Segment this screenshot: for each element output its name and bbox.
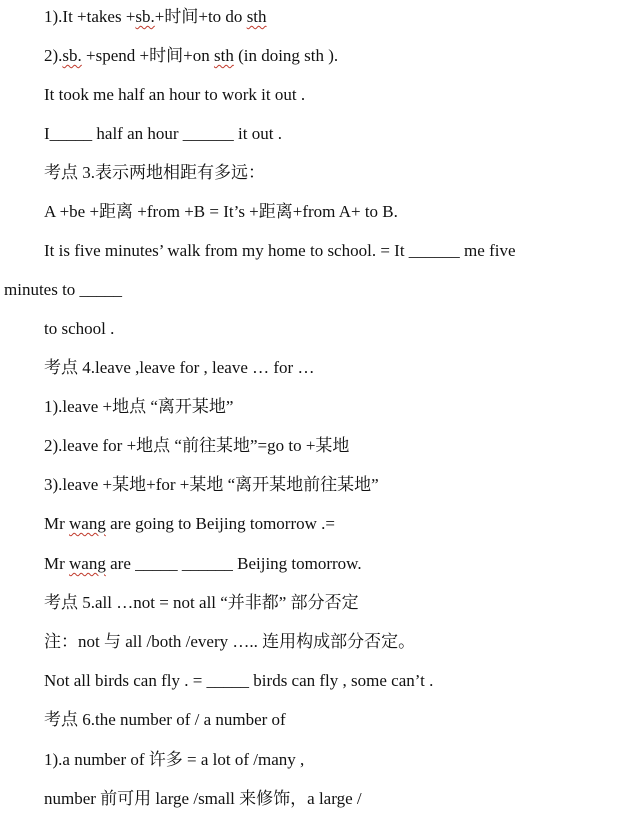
line-2-sth: sth [213, 46, 234, 65]
line-1-part-a: 1).It +takes + [44, 7, 136, 26]
line-14 [44, 513, 335, 535]
line-15-part-b: are _____ ______ Beijing tomorrow. [105, 554, 362, 573]
line-11: 1).leave +地点 “离开某地” [44, 397, 234, 416]
line-9: to school . [44, 319, 115, 338]
line-2-part-c: (in doing sth ). [233, 46, 339, 65]
line-2 [44, 45, 338, 67]
line-1-sth: sth [246, 7, 267, 26]
line-4: I_____ half an hour ______ it out . [44, 124, 282, 143]
line-16-heading: 考点 5.all …not = not all “并非都” 部分否定 [44, 593, 359, 612]
line-1 [44, 6, 267, 28]
line-15-part-a: Mr [44, 554, 70, 573]
line-17: 注：not 与 all /both /every ….. 连用构成部分否定。 [44, 632, 416, 651]
line-1-sb: sb. [135, 7, 155, 26]
line-3: It took me half an hour to work it out . [44, 85, 306, 104]
line-15-wang: wang [69, 554, 106, 573]
line-18: Not all birds can fly . = _____ birds can fly , some can’t . [44, 671, 434, 690]
line-2-part-b: +spend +时间+on [81, 46, 214, 65]
line-8: minutes to _____ [4, 280, 123, 299]
line-20: 1).a number of 许多 = a lot of /many , [44, 750, 305, 769]
line-13: 3).leave +某地+for +某地 “离开某地前往某地” [44, 475, 379, 494]
line-5-heading: 考点 3.表示两地相距有多远： [44, 163, 265, 182]
line-10-heading: 考点 4.leave ,leave for , leave … for … [44, 358, 315, 377]
line-2-sb: sb. [62, 46, 82, 65]
line-1-part-b: +时间+to do [154, 7, 247, 26]
line-14-part-b: are going to Beijing tomorrow .= [105, 514, 335, 533]
line-14-wang: wang [69, 514, 106, 533]
line-15 [44, 553, 362, 575]
line-6: A +be +距离 +from +B = It’s +距离+from A+ to B. [44, 202, 398, 221]
line-7: It is five minutes’ walk from my home to school. = It ______ me five [44, 241, 516, 260]
line-2-part-a: 2). [44, 46, 63, 65]
line-19-heading: 考点 6.the number of / a number of [44, 710, 286, 729]
line-12: 2).leave for +地点 “前往某地”=go to +某地 [44, 436, 350, 455]
line-21: number 前可用 large /small 来修饰，a large / [44, 789, 362, 808]
line-14-part-a: Mr [44, 514, 70, 533]
